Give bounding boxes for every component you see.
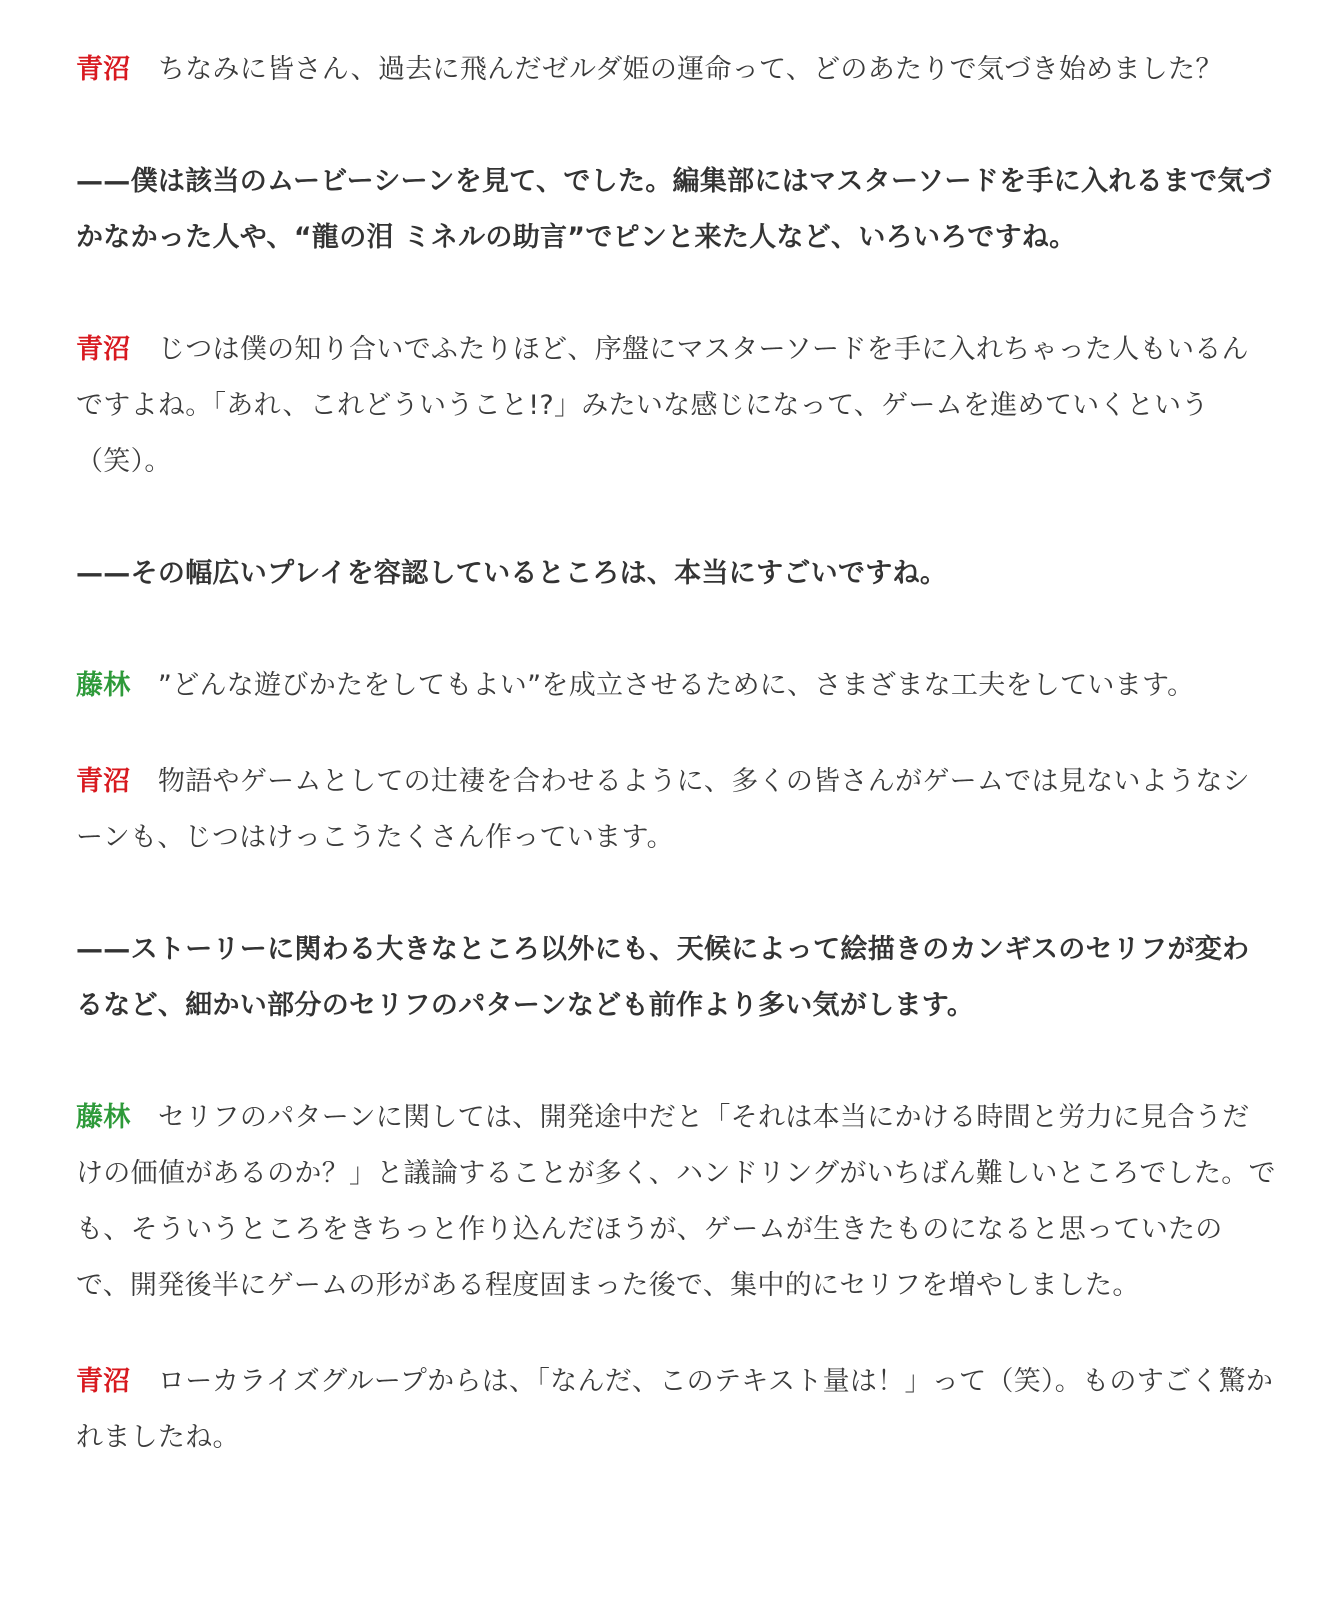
speaker-name-aonuma: 青沼: [76, 766, 131, 797]
interviewer-question-2: ——その幅広いプレイを容認しているところは、本当にすごいですね。: [76, 558, 948, 589]
paragraph-fujibayashi-2: [76, 1090, 1276, 1314]
speaker-name-fujibayashi: 藤林: [76, 670, 131, 701]
speaker-name-fujibayashi: 藤林: [76, 1102, 131, 1133]
paragraph-text: ちなみに皆さん、過去に飛んだゼルダ姫の運命って、どのあたりで気づき始めました？: [157, 54, 1223, 85]
paragraph-text: ”どんな遊びかたをしてもよい”を成立させるために、さまざまな工夫をしています。: [157, 670, 1195, 701]
paragraph-aonuma-4: [76, 1354, 1276, 1466]
paragraph-text: セリフのパターンに関しては、開発途中だと「それは本当にかける時間と労力に見合うだけの価値があるのか？」と議論することが多く、ハンドリングがいちばん難しいところでした。でも、そういうところをきちっと作り込んだほうが、ゲームが生きたものになると思っていたので、開発後半にゲームの形がある程度固まった後で、集中的にセリフを増やしました。: [76, 1102, 1276, 1301]
paragraph-aonuma-2: [76, 322, 1276, 490]
interviewer-question-3: ——ストーリーに関わる大きなところ以外にも、天候によって絵描きのカンギスのセリフが変わるなど、細かい部分のセリフのパターンなども前作より多い気がします。: [76, 934, 1250, 1021]
interviewer-question-1: ——僕は該当のムービーシーンを見て、でした。編集部にはマスターソードを手に入れるまで気づかなかった人や、“龍の泪 ミネルの助言”でピンと来た人など、いろいろですね。: [76, 166, 1273, 253]
paragraph-aonuma-3: [76, 754, 1276, 866]
paragraph-text: じつは僕の知り合いでふたりほど、序盤にマスターソードを手に入れちゃった人もいるんですよね。「あれ、これどういうこと!?」みたいな感じになって、ゲームを進めていくという（笑）。: [76, 334, 1249, 477]
paragraph-text: ローカライズグループからは、「なんだ、このテキスト量は！」って（笑）。ものすごく驚かれましたね。: [76, 1366, 1274, 1453]
paragraph-aonuma-1: [76, 42, 1276, 98]
interview-article: [76, 42, 1276, 1466]
speaker-name-aonuma: 青沼: [76, 1366, 131, 1397]
paragraph-text: 物語やゲームとしての辻褄を合わせるように、多くの皆さんがゲームでは見ないようなシーンも、じつはけっこうたくさん作っています。: [76, 766, 1250, 853]
paragraph-fujibayashi-1: [76, 658, 1276, 714]
speaker-name-aonuma: 青沼: [76, 54, 131, 85]
speaker-name-aonuma: 青沼: [76, 334, 131, 365]
